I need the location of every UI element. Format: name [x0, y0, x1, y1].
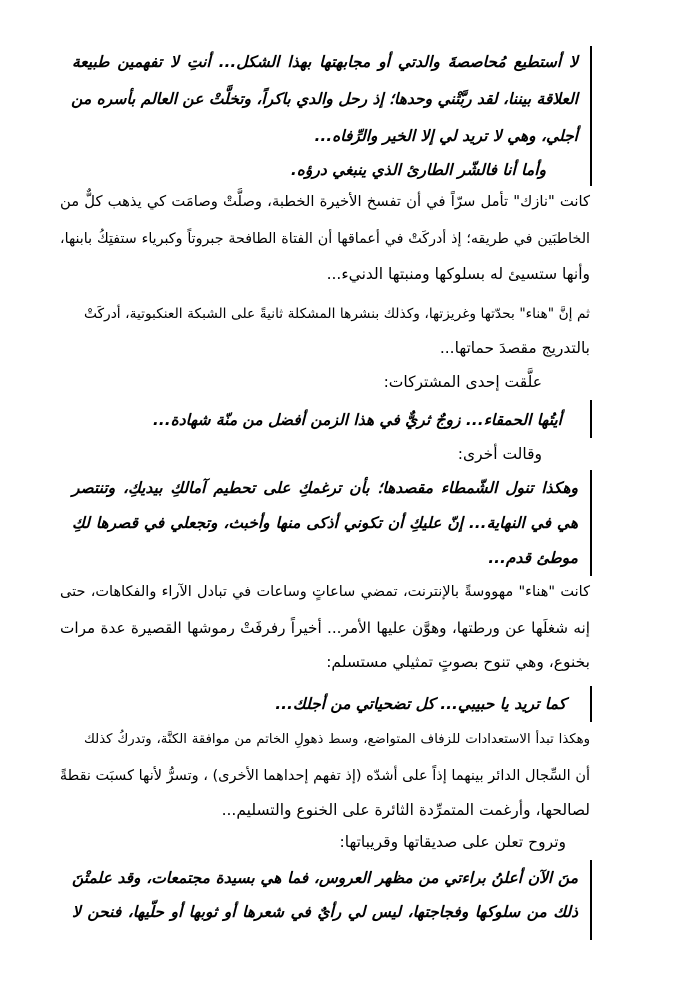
text-line: علَّقت إحدى المشتركات:	[383, 373, 542, 391]
quote-line: ذلك من سلوكها وفجاجتها، ليس لي رأيٌ في شعرها أو ثوبها أو حلّيها، فنحن لا	[72, 903, 578, 921]
quote-line: أيتُها الحمقاء... زوجٌ ثريٌّ في هذا الزمن أفضل من منّة شهادة...	[152, 411, 562, 429]
quote-line: أجلي، وهي لا تريد لي إلا الخير والرِّفاه...	[314, 127, 578, 145]
text-line: ثم إنَّ "هناء" بحدّتها وغريزتها، وكذلك بنشرها المشكلة ثانيةً على الشبكة العنكبوتية، أدركَتْ	[84, 306, 590, 322]
quote-line: منَ الآن أعلنُ براءتي من مظهر العروس، فما هي بسيدة مجتمعات، وقد علمتْنَ	[72, 869, 578, 887]
text-line: وقالت أخرى:	[457, 445, 542, 463]
paragraph-3	[60, 370, 590, 400]
paragraph-7	[60, 830, 590, 860]
text-line: كانت "هناء" مهووسةً بالإنترنت، تمضي ساعاتٍ وساعات في تبادل الآراء والفكاهات، حتى	[60, 584, 590, 600]
quote-line: موطئ قدم...	[488, 549, 578, 567]
quote-line: كما تريد يا حبيبي... كل تضحياتي من أجلك...	[275, 695, 566, 713]
text-line: الخاطبَين في طريقه؛ إذ أدركَتْ في أعماقها أن الفتاة الطافحة جبروتاً وكبرياء ستفتِكُ بابنها،	[60, 231, 590, 247]
quote-block-1	[48, 46, 592, 186]
quote-block-4	[48, 686, 592, 722]
text-line: أن السِّجال الدائر بينهما إذاً على أشدّه (إذ تفهم إحداهما الأخرى) ، وتسرُّ لأنها كسبَت نقطةً	[59, 768, 590, 784]
quote-line: وأما أنا فالشّر الطارئ الذي ينبغي درؤه.	[290, 161, 546, 179]
paragraph-5	[60, 576, 590, 686]
text-line: لصالحها، وأرغمت المتمرِّدة الثائرة على الخنوع والتسليم...	[221, 801, 590, 819]
text-line: وأنها ستسيئ له بسلوكها ومنبتها الدنيء...	[326, 265, 590, 283]
paragraph-2	[60, 298, 590, 368]
quote-line: هي في النهاية... إنّ عليكِ أن تكوني أذكى منها وأخبث، وتجعلي في قصرها لكِ	[72, 514, 578, 532]
quote-line: العلاقة بيننا، لقد ربَّتْني وحدها؛ إذ رحل والدي باكراً، وتخلَّتْ عن العالم بأسره من	[71, 90, 578, 108]
text-line: بالتدريج مقصدَ حماتها...	[439, 339, 590, 357]
paragraph-1	[60, 186, 590, 296]
text-line: كانت "نازك" تأمل سرّاً في أن تفسخ الأخيرة الخطبة، وصلَّتْ وصامَت كي يذهب كلٌّ من	[60, 193, 590, 210]
quote-block-3	[48, 470, 592, 576]
paragraph-6	[60, 724, 590, 834]
quote-line: لا أستطيع مُحاصصةَ والدتي أو مجابهتها بهذا الشكل... أنتِ لا تفهمين طبيعة	[72, 53, 578, 71]
quote-block-2	[48, 400, 592, 438]
text-line: وهكذا تبدأ الاستعدادات للزفاف المتواضع، وسط ذهولِ الخاتم من موافقة الكنَّة، وتدركُ كذلك	[84, 732, 590, 747]
text-line: وتروح تعلن على صديقاتها وقريباتها:	[339, 833, 566, 851]
quote-block-5	[48, 860, 592, 940]
quote-line: وهكذا تنول الشّمطاء مقصدها؛ بأن ترغمكِ على تحطيم آمالكِ بيديكِ، وتنتصر	[72, 479, 578, 497]
text-line: بخنوع، وهي تنوح بصوتٍ تمثيلي مستسلم:	[326, 653, 590, 671]
paragraph-4	[60, 440, 590, 470]
text-line: إنه شغلَها عن ورطتها، وهوَّن عليها الأمر... أخيراً رفرفَتْ رموشها القصيرة عدة مرات	[60, 619, 590, 637]
